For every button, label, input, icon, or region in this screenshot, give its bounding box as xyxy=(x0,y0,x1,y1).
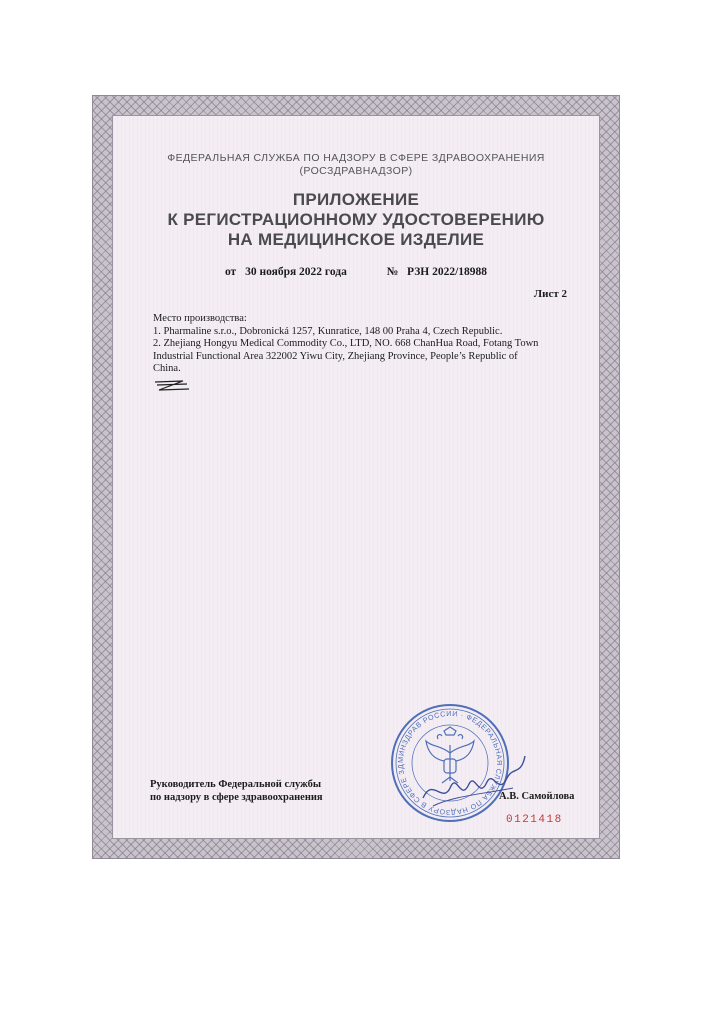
registration-number: РЗН 2022/18988 xyxy=(407,266,488,278)
production-sites xyxy=(153,313,573,376)
production-heading: Место производства: xyxy=(153,313,247,324)
production-site-2-line-3: China. xyxy=(153,363,181,375)
registration-date: 30 ноября 2022 года xyxy=(245,266,347,278)
signatory-position xyxy=(150,778,323,804)
production-site-2-line-1: 2. Zhejiang Hongyu Medical Commodity Co., LTD, NO. 668 ChanHua Road, Fotang Town xyxy=(153,338,539,350)
number-prefix: № xyxy=(386,266,399,278)
serial-number: 0121418 xyxy=(506,814,563,826)
agency-header xyxy=(113,152,599,178)
agency-abbreviation: (РОСЗДРАВНАДЗОР) xyxy=(299,165,413,177)
title-line-1: ПРИЛОЖЕНИЕ xyxy=(292,190,420,209)
agency-name: ФЕДЕРАЛЬНАЯ СЛУЖБА ПО НАДЗОРУ В СФЕРЕ ЗДРАВООХРАНЕНИЯ xyxy=(167,152,545,164)
seal-text: МИНЗДРАВ РОССИИ · ФЕДЕРАЛЬНАЯ СЛУЖБА ПО НАДЗОРУ В СФЕРЕ ЗД xyxy=(395,708,505,818)
title-line-3: НА МЕДИЦИНСКОЕ ИЗДЕЛИЕ xyxy=(227,230,485,249)
certificate-sheet xyxy=(92,95,620,859)
date-prefix: от xyxy=(224,266,237,278)
certificate-inner-panel xyxy=(112,115,600,839)
production-site-2-line-2: Industrial Functional Area 322002 Yiwu City, Zhejiang Province, People’s Republic of xyxy=(153,350,518,362)
signatory-position-line-1: Руководитель Федеральной службы xyxy=(150,779,322,790)
title-line-2: К РЕГИСТРАЦИОННОМУ УДОСТОВЕРЕНИЮ xyxy=(167,210,545,229)
signature xyxy=(413,736,533,816)
signatory-name: А.В. Самойлова xyxy=(499,791,575,802)
registration-line xyxy=(113,266,599,278)
document-title xyxy=(113,190,599,250)
production-site-1: 1. Pharmaline s.r.o., Dobronická 1257, Kunratice, 148 00 Praha 4, Czech Republic. xyxy=(153,325,503,337)
end-of-text-mark xyxy=(153,378,193,394)
signatory-position-line-2: по надзору в сфере здравоохранения xyxy=(150,792,323,803)
sheet-number: Лист 2 xyxy=(533,288,567,300)
